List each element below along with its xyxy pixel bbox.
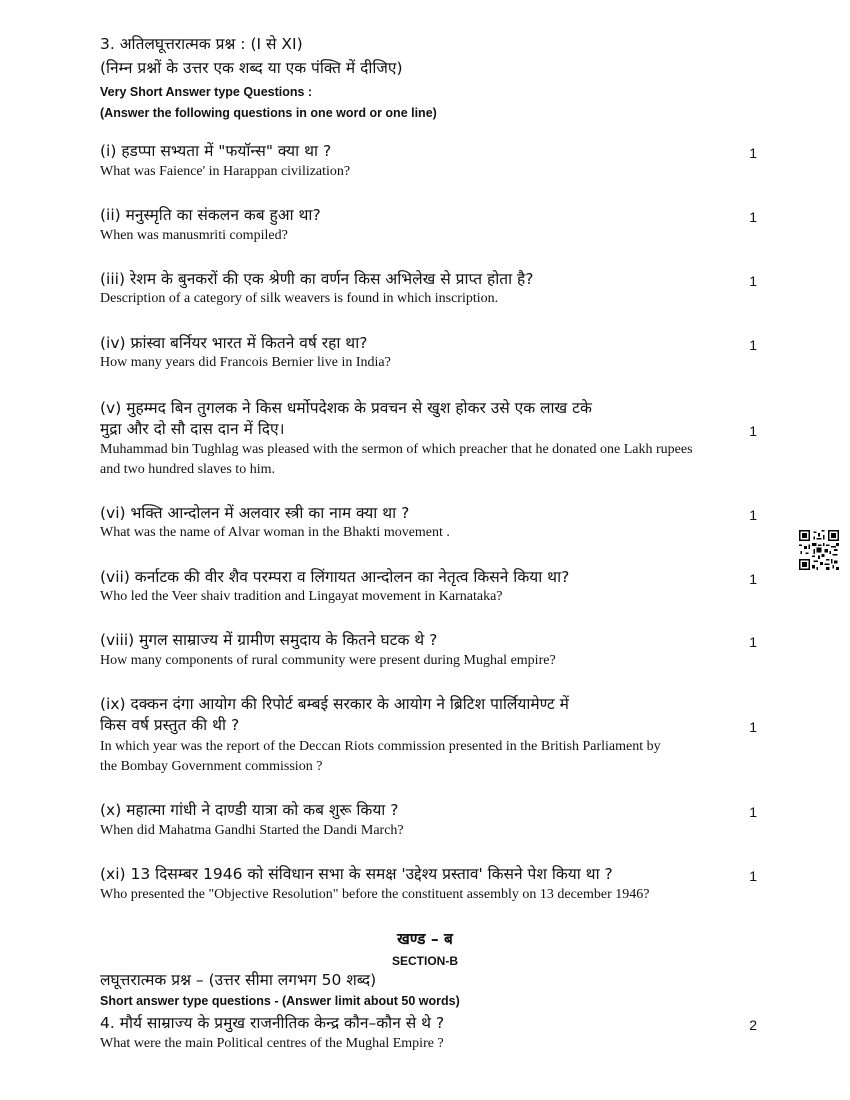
question-9-marks: 1 — [749, 719, 757, 735]
question-5-marks: 1 — [749, 423, 757, 439]
section-b-heading-english: Short answer type questions - (Answer limit about 50 words) — [100, 994, 460, 1008]
question-5-english-line1: Muhammad bin Tughlag was pleased with the sermon of which preacher that he donated one Lakh rupees — [100, 442, 693, 457]
question-1-marks: 1 — [749, 145, 757, 161]
question-8-marks: 1 — [749, 634, 757, 650]
question-9-english-line2: the Bombay Government commission ? — [100, 759, 323, 774]
question-5-hindi-line2: मुद्रा और दो सौ दास दान में दिए। — [100, 420, 285, 438]
question-4-english: How many years did Francois Bernier live in India? — [100, 355, 391, 370]
question-8-english: How many components of rural community were present during Mughal empire? — [100, 653, 556, 668]
question-4-hindi: (iv) फ्रांस्वा बर्नियर भारत में कितने वर्ष रहा था? — [100, 334, 368, 352]
question-5-english-line2: and two hundred slaves to him. — [100, 462, 275, 477]
question-3-english: Description of a category of silk weavers is found in which inscription. — [100, 291, 499, 306]
question-11-marks: 1 — [749, 868, 757, 884]
section-b-title-english: SECTION-B — [392, 954, 458, 968]
question-11-english: Who presented the "Objective Resolution" before the constituent assembly on 13 december 1946? — [100, 887, 650, 902]
section-b-title-hindi: खण्ड – ब — [397, 930, 453, 948]
question-1-english: What was Faience' in Harappan civilization? — [100, 164, 351, 179]
question-10-english: When did Mahatma Gandhi Started the Dandi March? — [100, 823, 404, 838]
question-4b-hindi: 4. मौर्य साम्राज्य के प्रमुख राजनीतिक केन्द्र कौन–कौन से थे ? — [100, 1014, 445, 1032]
question-3-marks: 1 — [749, 273, 757, 289]
qr-code-icon — [799, 530, 839, 570]
question-2-hindi: (ii) मनुस्मृति का संकलन कब हुआ था? — [100, 206, 321, 224]
question-10-hindi: (x) महात्मा गांधी ने दाण्डी यात्रा को कब शुरू किया ? — [100, 801, 399, 819]
question-1-hindi: (i) हडप्पा सभ्यता में "फयॉन्स" क्या था ? — [100, 142, 332, 160]
question-6-hindi: (vi) भक्ति आन्दोलन में अलवार स्त्री का नाम क्या था ? — [100, 504, 410, 522]
question-9-hindi-line2: किस वर्ष प्रस्तुत की थी ? — [100, 716, 240, 734]
question-9-english-line1: In which year was the report of the Deccan Riots commission presented in the British Parliament by — [100, 739, 661, 754]
question-4-marks: 1 — [749, 337, 757, 353]
section-a-heading-hindi: 3. अतिलघूत्तरात्मक प्रश्न : (I से XI) — [100, 35, 303, 53]
question-2-marks: 1 — [749, 209, 757, 225]
section-b-heading-hindi: लघूत्तरात्मक प्रश्न – (उत्तर सीमा लगभग 50 शब्द) — [100, 971, 377, 989]
question-4b-english: What were the main Political centres of the Mughal Empire ? — [100, 1036, 444, 1051]
question-5-hindi-line1: (v) मुहम्मद बिन तुगलक ने किस धर्मोपदेशक के प्रवचन से खुश होकर उसे एक लाख टके — [100, 399, 592, 417]
question-4b-marks: 2 — [749, 1017, 757, 1033]
question-9-hindi-line1: (ix) दक्कन दंगा आयोग की रिपोर्ट बम्बई सरकार के आयोग ने ब्रिटिश पार्लियामेण्ट में — [100, 695, 569, 713]
question-7-marks: 1 — [749, 571, 757, 587]
question-2-english: When was manusmriti compiled? — [100, 228, 288, 243]
section-a-instruction-english: (Answer the following questions in one word or one line) — [100, 106, 437, 120]
question-8-hindi: (viii) मुगल साम्राज्य में ग्रामीण समुदाय के कितने घटक थे ? — [100, 631, 438, 649]
question-11-hindi: (xi) 13 दिसम्बर 1946 को संविधान सभा के समक्ष 'उद्देश्य प्रस्ताव' किसने पेश किया था ? — [100, 865, 613, 883]
section-a-instruction-hindi: (निम्न प्रश्नों के उत्तर एक शब्द या एक पंक्ति में दीजिए) — [100, 59, 403, 77]
question-3-hindi: (iii) रेशम के बुनकरों की एक श्रेणी का वर्णन किस अभिलेख से प्राप्त होता है? — [100, 270, 534, 288]
question-7-hindi: (vii) कर्नाटक की वीर शैव परम्परा व लिंगायत आन्दोलन का नेतृत्व किसने किया था? — [100, 568, 570, 586]
question-6-english: What was the name of Alvar woman in the Bhakti movement . — [100, 525, 450, 540]
question-7-english: Who led the Veer shaiv tradition and Lingayat movement in Karnataka? — [100, 589, 503, 604]
question-10-marks: 1 — [749, 804, 757, 820]
section-a-heading-english: Very Short Answer type Questions : — [100, 85, 313, 99]
question-6-marks: 1 — [749, 507, 757, 523]
